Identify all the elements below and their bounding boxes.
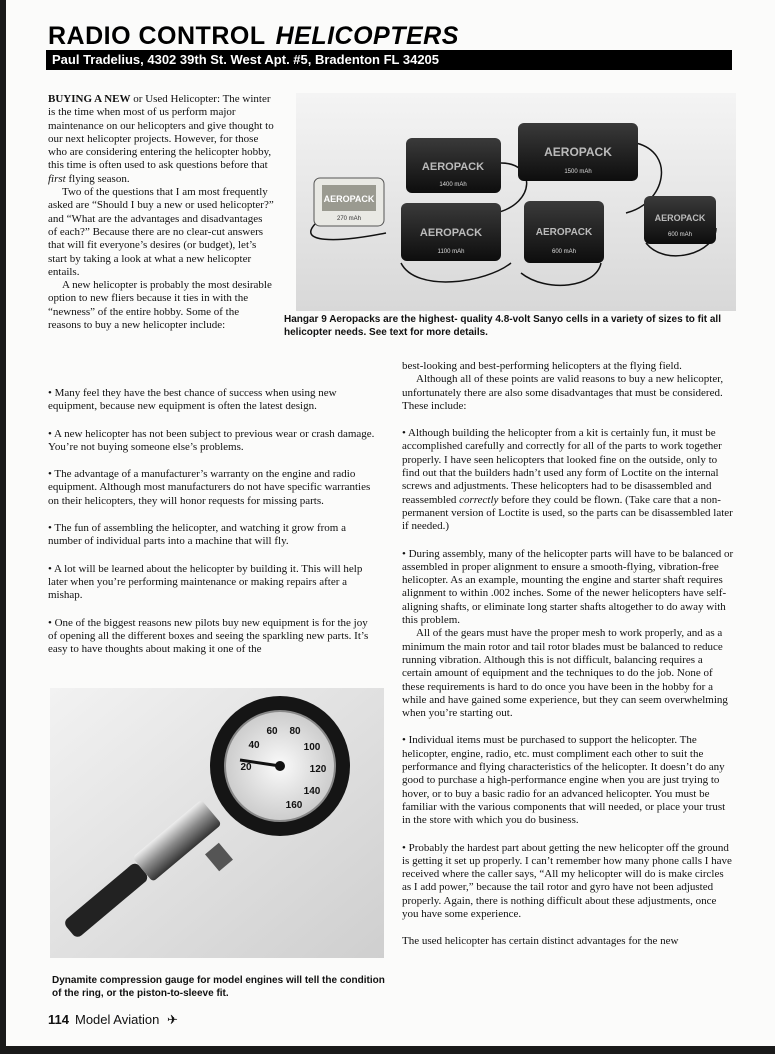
dial-100: 100 xyxy=(303,742,321,753)
pack-label-1: 270 mAh xyxy=(336,216,362,222)
paragraph-1-emphasis: first xyxy=(48,172,66,185)
dial-160: 160 xyxy=(285,800,303,811)
pack-brand-5: AEROPACK xyxy=(535,227,593,238)
pack-label-5: 600 mAh xyxy=(551,249,577,255)
right-bullet-4: • Probably the hardest part about getting the new helicopter off the ground is getting it set up properly. I can’t remember how many phone calls I have received where the caller says, “All my helicopter will do is make circles as I add power,” because the tail rotor and gyro have not been adjusted properly. Again, there is nothing difficult about these adjustments, once you have some experience. xyxy=(402,841,732,920)
pack-small xyxy=(314,178,384,226)
bullet-3: • The advantage of a manufacturer’s warranty on the engine and radio equipment. Although most manufacturers do not have specific warranties on their helicopters, they will honor requests for missing parts. xyxy=(48,468,371,507)
gauge-illustration xyxy=(50,688,384,958)
pack-600b xyxy=(644,196,716,244)
scan-edge-left xyxy=(0,0,6,1054)
author-bar xyxy=(46,50,732,70)
dial-60: 60 xyxy=(266,726,278,737)
paragraph-2: Two of the questions that I am most frequently asked are “Should I buy a new or used helicopter?” and “What are the advantages and disadvantages of each?” Because there are no clear-cut answers that will fit everyone’s desires (or budget), let’s start by taking a look at what a new helicopter entails. xyxy=(48,186,274,278)
page-number: 114 xyxy=(48,1012,69,1027)
aeropack-photo xyxy=(296,93,736,311)
lead-in: BUYING A NEW xyxy=(48,93,131,105)
dial-20: 20 xyxy=(240,762,252,773)
pack-600a xyxy=(524,201,604,263)
page-footer xyxy=(48,1012,178,1028)
bullet-2: • A new helicopter has not been subject to previous wear or crash damage. You’re not buying someone else’s problems. xyxy=(48,427,375,453)
pack-1100 xyxy=(401,203,501,261)
airplane-icon: ✈ xyxy=(166,1012,178,1027)
right-column xyxy=(402,360,734,949)
right-paragraph-3: All of the gears must have the proper mesh to work properly, and as a minimum the main rotor and tail rotor blades must be balanced to reduce running vibration. Although this is not difficult, balancing requires a certain amount of equipment and the techniques to do the job. None of these requirements is hard to do once you have been in the hobby for a while and have gained some experience, but they can seem overwhelming when you’re starting out. xyxy=(402,627,728,720)
pack-label-3: 1500 mAh xyxy=(564,169,592,175)
dial-80: 80 xyxy=(289,726,301,737)
right-paragraph-2: Although all of these points are valid reasons to buy a new helicopter, unfortunately there are also some disadvantages that must be considered. These include: xyxy=(402,373,724,412)
right-bullet-3: • Individual items must be purchased to support the helicopter. The helicopter, engine, radio, etc. must compliment each other to suit the performance and flying characteristics of the helicopter. It doesn’t do any good to purchase a high-performance engine when you are just trying to hover, or to buy a basic radio for an advanced helicopter. You must be familiar with the various components that will needed, or place your trust in the store with which you do business. xyxy=(402,734,726,827)
pack-1400 xyxy=(406,138,501,193)
right-bullet-1 xyxy=(402,427,734,533)
paragraph-1-end: flying season. xyxy=(65,172,130,185)
right-paragraph-4: The used helicopter has certain distinct advantages for the new xyxy=(402,935,679,948)
pack-label-2: 1400 mAh xyxy=(439,182,467,188)
paragraph-1-text: or Used Helicopter: The winter is the time when most of us perform major maintenance on our helicopters and give thought to our next helicopter projects. However, for those who are considering entering the helicopter hobby, this time is often used to ask questions before that xyxy=(48,93,274,172)
bullet-6: • One of the biggest reasons new pilots buy new equipment is for the joy of opening all the different boxes and seeing the sparkling new parts. It’s easy to have thoughts about making it one of the xyxy=(48,616,369,656)
aeropack-caption: Hangar 9 Aeropacks are the highest- quality 4.8-volt Sanyo cells in a variety of sizes to fit all helicopter needs. See text for more details. xyxy=(284,314,721,338)
section-title xyxy=(48,22,459,51)
pack-brand-4: AEROPACK xyxy=(419,227,483,239)
right-bullet-1-text: • Although building the helicopter from a kit is certainly fun, it must be accomplished carefully and correctly for all of the parts to work together properly. I have seen helicopters that looked fine on the outside, only to find out that the builders hadn’t used any form of Loctite on the internal screws and adjustments. These helicopters had to be disassembled and reassembled xyxy=(402,427,722,506)
pack-brand-6: AEROPACK xyxy=(654,213,706,223)
dial-120: 120 xyxy=(309,764,327,775)
aeropack-illustration xyxy=(296,93,736,311)
title-helicopters: HELICOPTERS xyxy=(275,22,459,50)
left-column-top xyxy=(48,93,274,332)
bullet-1: • Many feel they have the best chance of success when using new equipment, because new equipment is often the latest design. xyxy=(48,387,337,413)
left-column-bullets xyxy=(48,387,378,656)
right-bullet-1-emphasis: correctly xyxy=(459,493,499,506)
gauge-caption: Dynamite compression gauge for model engines will tell the condition of the ring, or the piston-to-sleeve fit. xyxy=(52,975,385,999)
bullet-4: • The fun of assembling the helicopter, and watching it grow from a number of individual parts into a machine that will fly. xyxy=(48,522,346,548)
pack-label-6: 600 mAh xyxy=(667,232,693,238)
paragraph-3: A new helicopter is probably the most desirable option to new fliers because it ties in with the “newness” of the entire hobby. Some of the reasons to buy a new helicopter include: xyxy=(48,279,272,332)
pack-brand-3: AEROPACK xyxy=(544,145,612,159)
right-bullet-2: • During assembly, many of the helicopter parts will have to be balanced or assembled in proper alignment to ensure a smooth-flying, vibration-free helicopter. As an example, mounting the engine and starter shaft requires alignment to within .002 inches. Some of the newer helicopters have self-aligning shafts, or eliminate long starter shafts altogether to do away with this problem. xyxy=(402,547,734,627)
paragraph-1 xyxy=(48,93,274,186)
pack-label-4: 1100 mAh xyxy=(437,249,465,255)
scan-edge-bottom xyxy=(0,1046,775,1054)
dial-40: 40 xyxy=(248,740,260,751)
dial-140: 140 xyxy=(303,786,321,797)
pack-brand-2: AEROPACK xyxy=(421,161,485,173)
title-radio-control: RADIO CONTROL xyxy=(48,22,266,50)
pack-brand-1: AEROPACK xyxy=(323,194,375,204)
right-bullet-1-end: before they could be flown. (Take care that a non-permanent version of Loctite is used, so the parts can be disassembled later if needed.) xyxy=(402,493,733,533)
author-line: Paul Tradelius, 4302 39th St. West Apt. #5, Bradenton FL 34205 xyxy=(52,52,440,67)
right-paragraph-1: best-looking and best-performing helicopters at the flying field. xyxy=(402,360,682,372)
bullet-5: • A lot will be learned about the helicopter by building it. This will help later when you’re performing maintenance or making repairs after a mishap. xyxy=(48,562,363,602)
gauge-photo xyxy=(50,688,384,958)
pack-1500 xyxy=(518,123,638,181)
magazine-name: Model Aviation xyxy=(74,1012,160,1027)
